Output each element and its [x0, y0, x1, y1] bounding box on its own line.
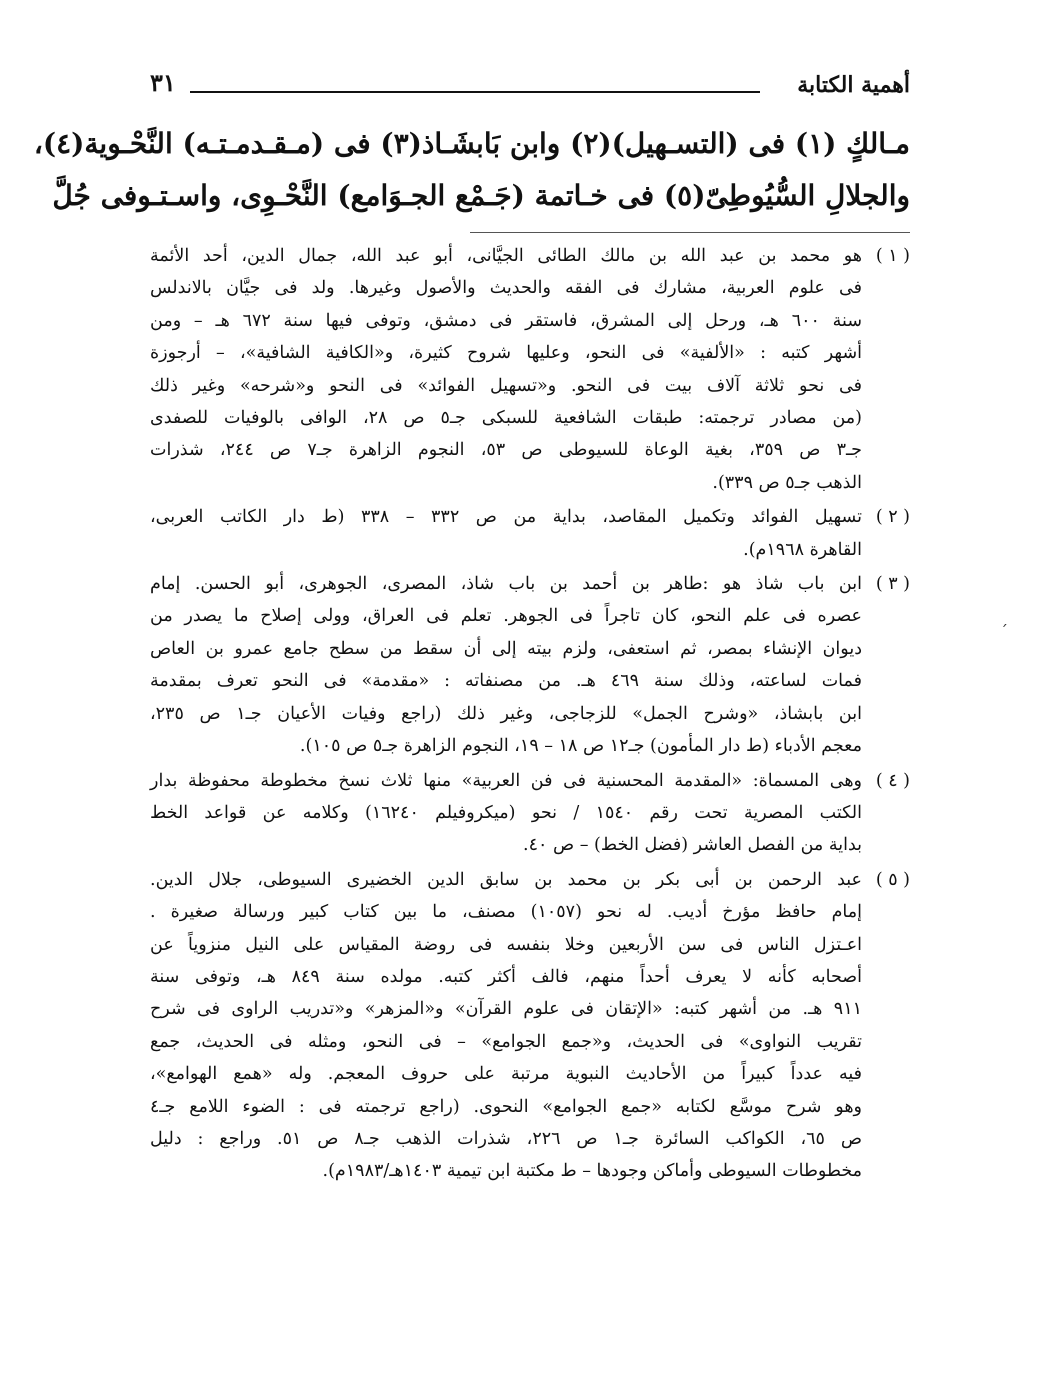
footnote-4: [150, 765, 910, 862]
footnote-line: عصره فى علم النحو، كان تاجراً فى الجوهر. تعلم فى العراق، وولى إصلاح ما يصدر من: [150, 606, 862, 627]
footnote-number: ( ٢ ): [875, 507, 910, 528]
footnote-line: تقريب النواوى» فى الحديث، و«جمع الجوامع» – فى النحو، ومثله فى الحديث، جمع: [150, 1031, 862, 1052]
running-header: [150, 64, 910, 104]
footnote-3: [150, 568, 910, 762]
footnote-1: [150, 240, 910, 499]
page-number: ٣١: [150, 68, 176, 97]
footnote-line: سنة ٦٠٠ هـ، ورحل إلى المشرق، فاستقر فى دمشق، وتوفى فيها سنة ٦٧٢ هـ – ومن: [150, 310, 862, 331]
main-text-line: والجلالِ السُّيُوطِىّ(٥) فى خـاتمة (جَـمْع الجـوَامع) النَّحْـوِى، واسـتـوفى جُلَّ: [52, 179, 910, 212]
footnote-5: [150, 864, 910, 1188]
footnote-line: مخطوطات السيوطى وأماكن وجودها – ط مكتبة ابن تيمية ١٤٠٣هـ/١٩٨٣م).: [322, 1161, 862, 1182]
footnote-line: فمات لساعته، وذلك سنة ٤٦٩ هـ. من مصنفاته : «مقدمة» فى النحو تعرف بمقدمة: [150, 671, 862, 692]
footnote-line: ديوان الإنشاء بمصر، ثم استعفى، ولزم بيته إلى أن سقط من سطح جامع عمرو بن العاص: [150, 638, 862, 659]
header-rule: [190, 91, 760, 93]
footnote-line: معجم الأدباء (ط دار المأمون) جـ١٢ ص ١٨ – ١٩، النجوم الزاهرة جـ٥ ص ١٠٥).: [299, 736, 862, 757]
footnote-line: فى نحو ثلاثة آلاف بيت فى النحو. و«تسهيل الفوائد» فى النحو و«شرحه» وغير ذلك: [150, 375, 862, 396]
footnote-line: ابن باب شاذ هو :طاهر بن أحمد بن باب شاذ، المصرى، الجوهرى، أبو الحسن. إمام: [150, 574, 862, 595]
footnote-line: تسهيل الفوائد وتكميل المقاصد، بداية من ص ٣٣٢ – ٣٣٨ (ط دار الكاتب العربى،: [150, 507, 862, 528]
footnote-line: أصحابه كأنه لا يعرف أحداً منهم، فالف أكثر كتبه. مولده سنة ٨٤٩ هـ، وتوفى سنة: [150, 966, 862, 987]
main-text-line: مـالكٍ (١) فى (التسـهيل)(٢) وابن بَابشَـاذ(٣) فى (مـقـدمـتـه) النَّحْـوية(٤)،: [33, 127, 910, 160]
footnote-line: وهو شرح موسَّع لكتابه «جمع الجوامع» النحوى. (راجع ترجمته فى : الضوء اللامع جـ٤: [150, 1096, 862, 1117]
margin-pen-mark: ˊ: [1000, 622, 1008, 641]
footnotes: [150, 240, 910, 1190]
footnote-line: فى علوم العربية، مشارك فى الفقه والحديث والأصول وغيرها. ولد فى جيَّان بالاندلس: [150, 278, 862, 299]
footnote-number: ( ٥ ): [875, 869, 910, 890]
footnote-line: فيه عدداً كبيراً من الأحاديث النبوية مرتبة على حروف المعجم. وله «همع الهوامع»،: [150, 1064, 862, 1085]
footnote-line: الذهب جـ٥ ص ٣٣٩).: [712, 472, 862, 493]
footnote-number: ( ٣ ): [875, 574, 910, 595]
footnote-line: الكتب المصرية تحت رقم ١٥٤٠ / نحو (ميكروفيلم ١٦٢٤٠) وكلامه عن قواعد الخط: [150, 802, 862, 823]
footnote-line: وهى المسماة: «المقدمة المحسنية فى فن العربية» منها ثلاث نسخ مخطوطة محفوظة بدار: [150, 770, 862, 791]
footnote-line: عبد الرحمن بن أبى بكر بن محمد بن سابق الدين الخضيرى السيوطى، جلال الدين.: [150, 869, 862, 890]
footnote-2: [150, 501, 910, 566]
footnote-number: ( ٤ ): [875, 770, 910, 791]
footnote-line: ص ٦٥، الكواكب السائرة جـ١ ص ٢٢٦، شذرات الذهب جـ٨ ص ٥١. وراجع : دليل: [150, 1128, 862, 1149]
footnote-line: إمام حافظ مؤرخ أديب. له نحو (١٠٥٧) مصنف، ما بين كتاب كبير ورسالة صغيرة .: [150, 902, 862, 923]
footnote-line: اعـتزل الناس فى سن الأربعين وخلا بنفسه فى روضة المقياس على النيل منزوياً عن: [150, 934, 862, 955]
footnote-line: أشهر كتبه : «الألفية» فى النحو، وعليها شروح كثيرة، و«الكافية الشافية»، – أرجوزة: [150, 343, 862, 364]
footnote-line: ابن بابشاذ، «وشرح الجمل» للزجاجى، وغير ذلك (راجع وفيات الأعيان جـ١ ص ٢٣٥،: [150, 703, 862, 724]
main-text: [33, 118, 910, 222]
footnote-line: ٩١١ هـ. من أشهر كتبه: «الإتقان فى علوم القرآن» و«المزهر» و«تدريب الراوى فى شرح: [150, 999, 862, 1020]
footnote-line: جـ٣ ص ٣٥٩، بغية الوعاة للسيوطى ص ٥٣، النجوم الزاهرة جـ٧ ص ٢٤٤، شذرات: [150, 440, 862, 461]
footnote-line: (من مصادر ترجمته: طبقات الشافعية للسبكى جـ٥ ص ٢٨، الوافى بالوفيات للصفدى: [150, 408, 862, 429]
footnote-line: بداية من الفصل العاشر (فضل الخط) – ص ٤٠.: [523, 835, 862, 856]
footnote-line: هو محمد بن عبد الله بن مالك الطائى الجيَّانى، أبو عبد الله، جمال الدين، أحد الأئمة: [150, 246, 862, 266]
footnote-separator: [470, 232, 910, 233]
chapter-title: أهمية الكتابة: [797, 72, 910, 98]
footnote-number: ( ١ ): [875, 246, 910, 266]
footnote-line: القاهرة ١٩٦٨م).: [743, 539, 862, 560]
